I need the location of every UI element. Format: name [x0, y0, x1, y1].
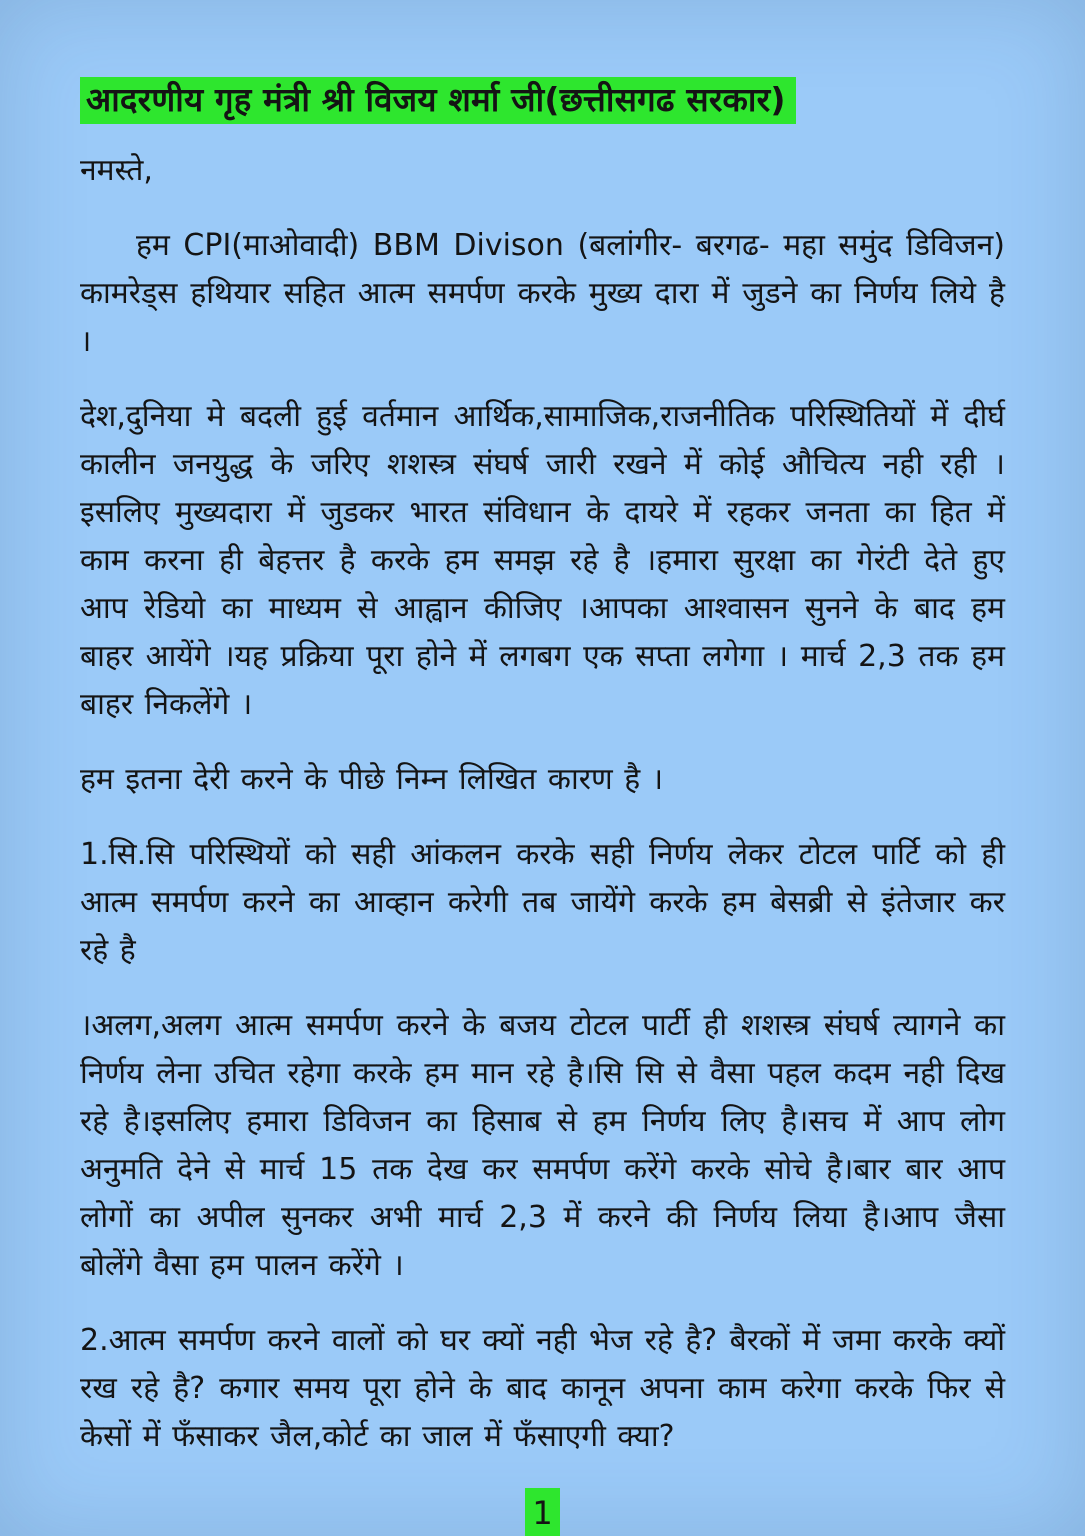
paragraph-context-and-request: देश,दुनिया मे बदली हुई वर्तमान आर्थिक,सामाजिक,राजनीतिक परिस्थितियों में दीर्घ कालीन जनयुद्ध के जरिए शशस्त्र संघर्ष जारी रखने में कोई औचित्य नही रही ।इसलिए मुख्यदारा में जुडकर भारत संविधान के दायरे में रहकर जनता का हित में काम करना ही बेहत्तर है करके हम समझ रहे है ।हमारा सुरक्षा का गेरंटी देते हुए आप रेडियो का माध्यम से आह्वान कीजिए ।आपका आश्वासन सुनने के बाद हम बाहर आयेंगे ।यह प्रक्रिया पूरा होने में लगबग एक सप्ता लगेगा । मार्च 2,3 तक हम बाहर निकलेंगे ।	[80, 398, 1005, 722]
page-footer	[80, 1488, 1005, 1536]
salutation-text: नमस्ते,	[80, 152, 153, 188]
paragraph-delay-reasons-heading: हम इतना देरी करने के पीछे निम्न लिखित कारण है ।	[80, 761, 664, 797]
paragraph-reason-1-continued: ।अलग,अलग आत्म समर्पण करने के बजय टोटल पार्टी ही शशस्त्र संघर्ष त्यागने का निर्णय लेना उचित रहेगा करके हम मान रहे है।सि सि से वैसा पहल कदम नही दिख रहे है।इसलिए हमारा डिविजन का हिसाब से हम निर्णय लिए है।सच में आप लोग अनुमति देने से मार्च 15 तक देख कर समर्पण करेंगे करके सोचे है।बार बार आप लोगों का अपील सुनकर अभी मार्च 2,3 में करने की निर्णय लिया है।आप जैसा बोलेंगे वैसा हम पालन करेंगे ।	[80, 1007, 1005, 1283]
title-highlight: आदरणीय गृह मंत्री श्री विजय शर्मा जी(छत्तीसगढ सरकार)	[80, 77, 796, 124]
page-number: 1	[525, 1488, 559, 1536]
paragraph-reason-2: 2.आत्म समर्पण करने वालों को घर क्यों नही भेज रहे है? बैरकों में जमा करके क्यों रख रहे है? कगार समय पूरा होने के बाद कानून अपना काम करेगा करके फिर से केसों में फँसाकर जैल,कोर्ट का जाल में फँसाएगी क्या?	[80, 1322, 1005, 1454]
document-title	[80, 75, 1005, 125]
paragraph-surrender-decision: हम CPI(माओवादी) BBM Divison (बलांगीर- बरगढ- महा समुंद डिविजन) कामरेड्स हथियार सहित आत्म समर्पण करके मुख्य दारा में जुडने का निर्णय लिये है ।	[80, 227, 1005, 359]
paragraph-reason-1: 1.सि.सि परिस्थियों को सही आंकलन करके सही निर्णय लेकर टोटल पार्टि को ही आत्म समर्पण करने का आव्हान करेगी तब जायेंगे करके हम बेसब्री से इंतेजार कर रहे है	[80, 836, 1005, 968]
